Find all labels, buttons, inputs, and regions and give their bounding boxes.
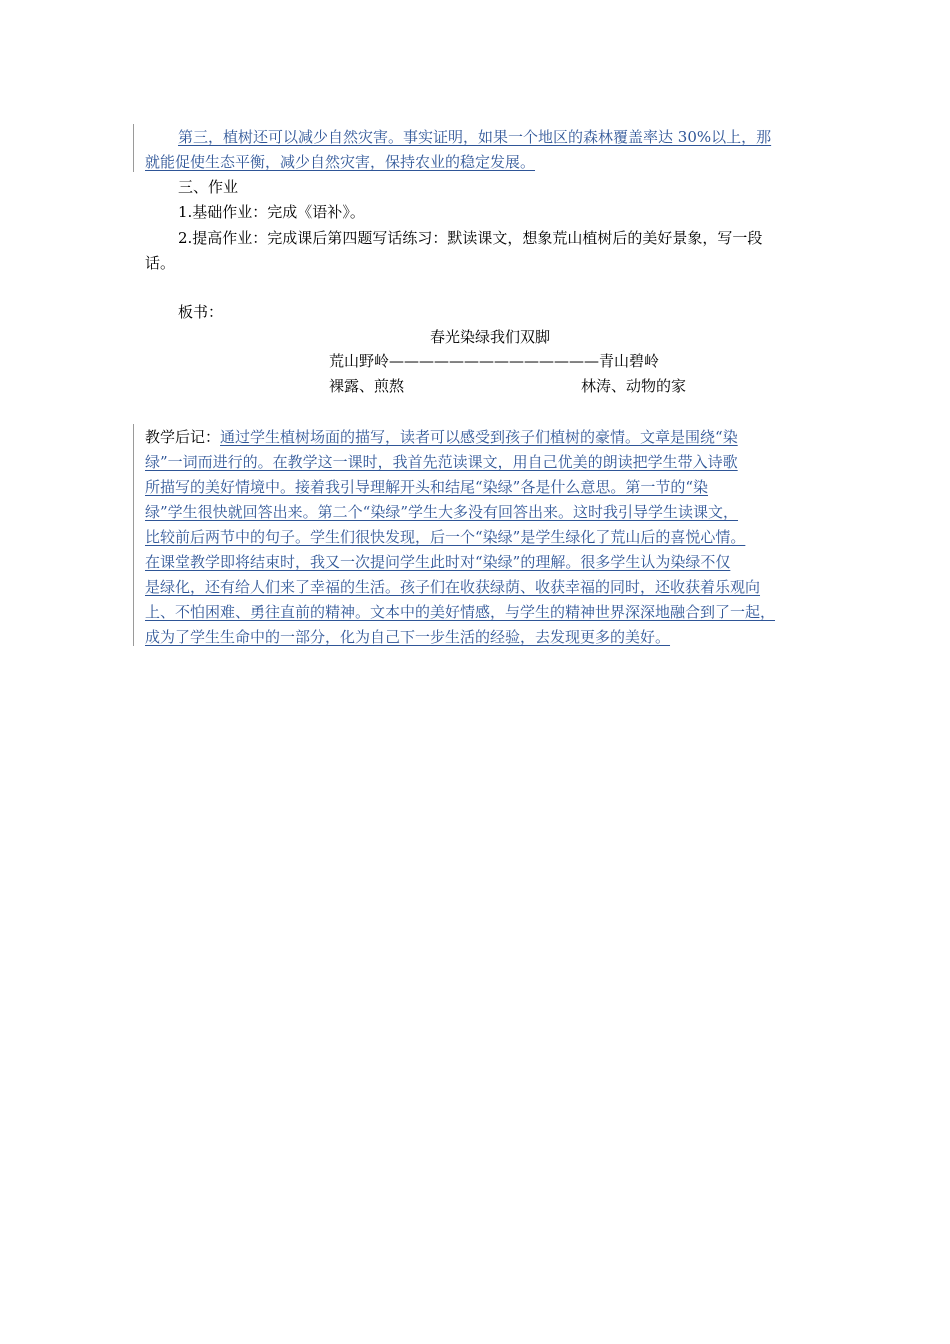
change-bar — [133, 124, 134, 172]
board-row: 荒山野岭——————————————青山碧岭 — [329, 352, 660, 370]
change-bar — [133, 424, 134, 646]
homework-item-continued: 话。 — [145, 254, 176, 272]
homework-heading: 三、作业 — [178, 178, 239, 196]
postscript-text: 通过学生植树场面的描写，读者可以感受到孩子们植树的豪情。文章是围绕“染 — [220, 428, 738, 446]
board-title: 春光染绿我们双脚 — [430, 328, 551, 346]
postscript-line: 是绿化，还有给人们来了幸福的生活。孩子们在收获绿荫、收获幸福的同时，还收获着乐观向 — [145, 578, 761, 596]
homework-item: 1.基础作业：完成《语补》。 — [178, 203, 365, 221]
revision-line: 第三，植树还可以减少自然灾害。事实证明，如果一个地区的森林覆盖率达 30%以上，那 — [178, 128, 772, 146]
postscript-line: 成为了学生生命中的一部分，化为自己下一步生活的经验，去发现更多的美好。 — [145, 628, 671, 646]
postscript-line: 上、不怕困难、勇往直前的精神。文本中的美好情感，与学生的精神世界深深地融合到了一起， — [145, 603, 776, 621]
postscript-line: 比较前后两节中的句子。学生们很快发现，后一个“染绿”是学生绿化了荒山后的喜悦心情。 — [145, 528, 746, 546]
postscript-line: 所描写的美好情境中。接着我引导理解开头和结尾“染绿”各是什么意思。第一节的“染 — [145, 478, 709, 496]
revision-line: 就能促使生态平衡，减少自然灾害，保持农业的稳定发展。 — [145, 153, 536, 171]
board-row-left: 裸露、煎熬 — [329, 377, 405, 395]
board-row-right: 林涛、动物的家 — [581, 377, 687, 395]
postscript-label: 教学后记： — [145, 428, 221, 446]
postscript-line: 在课堂教学即将结束时，我又一次提问学生此时对“染绿”的理解。很多学生认为染绿不仅 — [145, 553, 731, 571]
postscript-line — [145, 427, 738, 447]
board-label: 板书： — [178, 303, 224, 321]
postscript-line: 绿”一词而进行的。在教学这一课时，我首先范读课文，用自己优美的朗读把学生带入诗歌 — [145, 453, 738, 471]
homework-item: 2.提高作业：完成课后第四题写话练习：默读课文，想象荒山植树后的美好景象，写一段 — [178, 229, 763, 247]
postscript-line: 绿”学生很快就回答出来。第二个“染绿”学生大多没有回答出来。这时我引导学生读课文， — [145, 503, 739, 521]
